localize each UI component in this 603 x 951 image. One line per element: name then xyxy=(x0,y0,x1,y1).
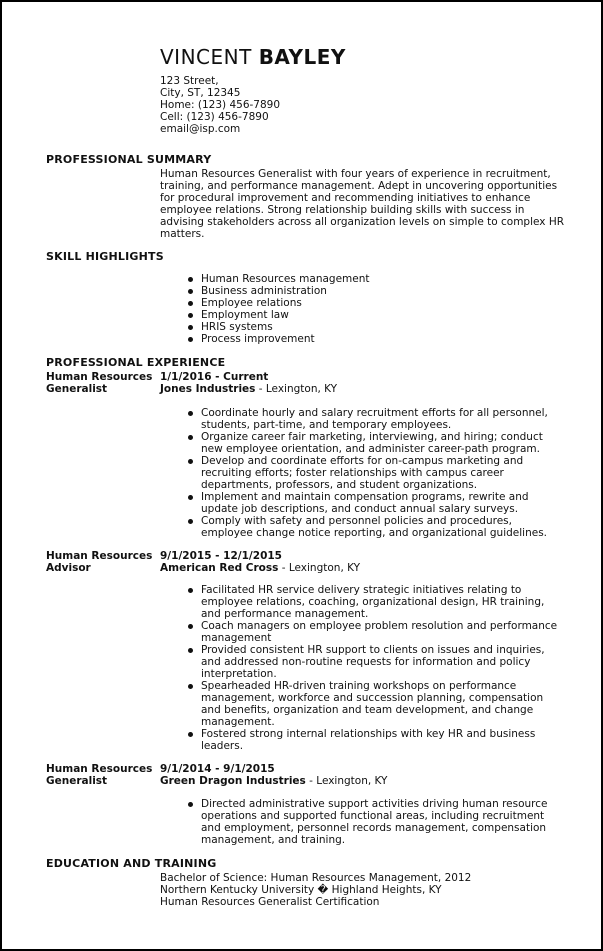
job-dates: 1/1/2016 - Current xyxy=(160,371,269,383)
skill-item: Employment law xyxy=(201,309,561,321)
skills-heading: SKILL HIGHLIGHTS xyxy=(46,250,164,263)
education-heading: EDUCATION AND TRAINING xyxy=(46,857,217,870)
job-bullet: Organize career fair marketing, interviewing, and hiring; conduct new employee orientation, and administer career-path program. xyxy=(201,431,561,455)
first-name: VINCENT xyxy=(160,45,252,69)
job-bullet: Spearheaded HR-driven training workshops on performance management, workforce and succession planning, compensation and benefits, organization and team development, and change management. xyxy=(201,680,561,728)
job-bullet: Coordinate hourly and salary recruitment efforts for all personnel, students, part-time, and temporary employees. xyxy=(201,407,561,431)
skill-item: Process improvement xyxy=(201,333,561,345)
job-company-line xyxy=(160,383,337,395)
job-company-line xyxy=(160,775,387,787)
contact-street: 123 Street, xyxy=(160,75,219,87)
skill-item: HRIS systems xyxy=(201,321,561,333)
job-company: American Red Cross xyxy=(160,562,279,574)
contact-email: email@isp.com xyxy=(160,123,241,135)
job-title: Human Resources Generalist xyxy=(46,371,153,395)
job-location: - Lexington, KY xyxy=(305,775,388,787)
skill-item: Employee relations xyxy=(201,297,561,309)
job-company: Jones Industries xyxy=(160,383,256,395)
contact-home-phone: Home: (123) 456-7890 xyxy=(160,99,281,111)
job-bullet: Facilitated HR service delivery strategic initiatives relating to employee relations, coaching, organizational design, HR training, and performance management. xyxy=(201,584,561,620)
education-certification: Human Resources Generalist Certification xyxy=(160,896,380,908)
job-bullet: Fostered strong internal relationships with key HR and business leaders. xyxy=(201,728,561,752)
contact-info xyxy=(160,75,280,135)
job-bullet: Implement and maintain compensation programs, rewrite and update job descriptions, and conduct annual salary surveys. xyxy=(201,491,561,515)
job-bullet: Directed administrative support activities driving human resource operations and supported functional areas, including recruitment and employment, personnel records management, compensation management, and training. xyxy=(201,798,561,846)
job-bullet: Comply with safety and personnel policies and procedures, employee change notice reporting, and organizational guidelines. xyxy=(201,515,561,539)
job-bullet: Coach managers on employee problem resolution and performance management xyxy=(201,620,561,644)
summary-text: Human Resources Generalist with four years of experience in recruitment, training, and performance management. Adept in uncovering opportunities for procedural improvement and recommending initiatives to enhance employee relations. Strong relationship building skills with success in advising stakeholders across all organization levels on simple to complex HR matters. xyxy=(160,168,565,240)
job-dates: 9/1/2014 - 9/1/2015 xyxy=(160,763,275,775)
candidate-name xyxy=(160,45,346,69)
skill-item: Business administration xyxy=(201,285,561,297)
contact-city: City, ST, 12345 xyxy=(160,87,241,99)
education-degree: Bachelor of Science: Human Resources Management, 2012 xyxy=(160,872,472,884)
job-bullets xyxy=(201,584,561,752)
job-location: - Lexington, KY xyxy=(255,383,338,395)
skills-list xyxy=(201,273,561,345)
job-company-line xyxy=(160,562,360,574)
job-bullets xyxy=(201,798,561,846)
education-details xyxy=(160,872,471,908)
experience-heading: PROFESSIONAL EXPERIENCE xyxy=(46,356,226,369)
skill-item: Human Resources management xyxy=(201,273,561,285)
contact-cell-phone: Cell: (123) 456-7890 xyxy=(160,111,269,123)
job-bullet: Develop and coordinate efforts for on-campus marketing and recruiting efforts; foster relationships with campus career departments, professors, and student organizations. xyxy=(201,455,561,491)
job-company: Green Dragon Industries xyxy=(160,775,306,787)
last-name: BAYLEY xyxy=(258,45,346,69)
job-bullets xyxy=(201,407,561,539)
job-dates: 9/1/2015 - 12/1/2015 xyxy=(160,550,282,562)
job-title: Human Resources Advisor xyxy=(46,550,153,574)
summary-heading: PROFESSIONAL SUMMARY xyxy=(46,153,212,166)
job-bullet: Provided consistent HR support to clients on issues and inquiries, and addressed non-routine requests for information and policy interpretation. xyxy=(201,644,561,680)
education-school: Northern Kentucky University � Highland Heights, KY xyxy=(160,884,442,896)
job-title: Human Resources Generalist xyxy=(46,763,153,787)
job-location: - Lexington, KY xyxy=(278,562,361,574)
